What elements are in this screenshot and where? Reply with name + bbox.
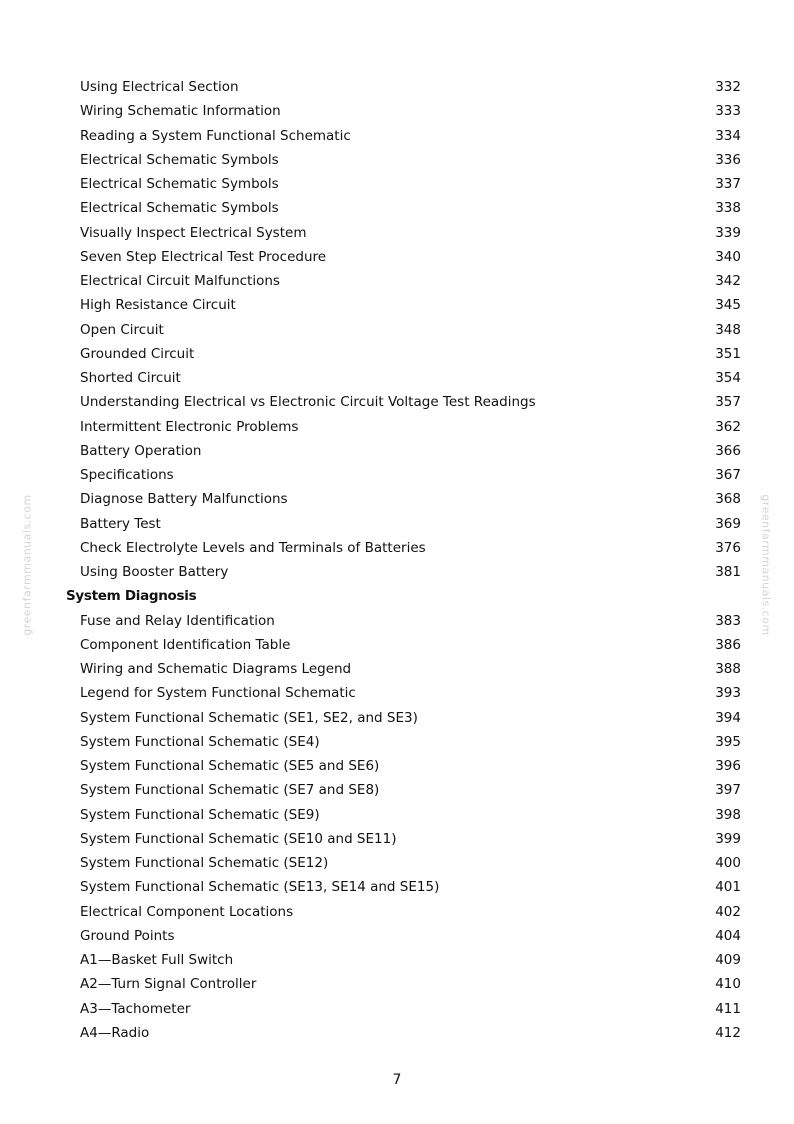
- toc-entry[interactable]: [0, 875, 794, 899]
- entry-title: A4—Radio: [80, 1024, 150, 1041]
- entry-page-number: 332: [715, 79, 741, 95]
- toc-entry[interactable]: [0, 221, 794, 245]
- table-of-contents: [0, 75, 794, 1045]
- toc-entry[interactable]: [0, 148, 794, 172]
- entry-page-number: 376: [715, 539, 741, 556]
- entry-title: Fuse and Relay Identification: [80, 612, 275, 629]
- entry-page-number: 396: [715, 758, 741, 774]
- watermark-left: greenfarmmanuals.com: [20, 494, 34, 636]
- toc-entry[interactable]: [0, 366, 794, 390]
- entry-title: System Functional Schematic (SE9): [80, 806, 320, 823]
- toc-entry[interactable]: [0, 512, 794, 536]
- entry-title: High Resistance Circuit: [80, 297, 236, 314]
- entry-page-number: 410: [715, 976, 741, 993]
- toc-entry[interactable]: [0, 730, 794, 754]
- entry-title: Specifications: [80, 467, 174, 483]
- toc-entry[interactable]: [0, 390, 794, 414]
- entry-title: Intermittent Electronic Problems: [80, 418, 299, 435]
- entry-title: Open Circuit: [80, 321, 164, 338]
- entry-page-number: 399: [715, 830, 741, 847]
- toc-entry[interactable]: [0, 293, 794, 317]
- entry-title: Legend for System Functional Schematic: [80, 685, 356, 702]
- entry-page-number: 362: [715, 418, 741, 435]
- entry-page-number: 394: [715, 709, 741, 726]
- toc-entry[interactable]: [0, 633, 794, 657]
- toc-entry[interactable]: [0, 439, 794, 463]
- entry-title: System Functional Schematic (SE4): [80, 733, 320, 750]
- entry-page-number: 393: [715, 685, 741, 702]
- entry-title: Shorted Circuit: [80, 370, 181, 386]
- entry-page-number: 369: [715, 515, 741, 532]
- entry-page-number: 351: [715, 345, 741, 362]
- entry-page-number: 333: [715, 103, 741, 120]
- page-number: 7: [392, 1072, 402, 1088]
- toc-entry[interactable]: [0, 75, 794, 99]
- toc-entry[interactable]: [0, 196, 794, 220]
- entry-page-number: 400: [715, 855, 741, 871]
- toc-entry[interactable]: [0, 269, 794, 293]
- entry-page-number: 395: [715, 733, 741, 750]
- entry-title: Check Electrolyte Levels and Terminals of Batteries: [80, 539, 426, 556]
- entry-page-number: 402: [715, 903, 741, 920]
- toc-entry[interactable]: [0, 463, 794, 487]
- entry-title: Understanding Electrical vs Electronic Circuit Voltage Test Readings: [80, 394, 536, 411]
- toc-entry[interactable]: [0, 754, 794, 778]
- entry-title: Using Electrical Section: [80, 79, 239, 95]
- watermark-right: greenfarmmanuals.com: [759, 494, 773, 636]
- entry-page-number: 398: [715, 806, 741, 823]
- entry-page-number: 388: [715, 661, 741, 677]
- toc-entry[interactable]: [0, 609, 794, 633]
- entry-title: Electrical Schematic Symbols: [80, 176, 279, 192]
- toc-entry[interactable]: [0, 99, 794, 123]
- entry-title: Wiring Schematic Information: [80, 103, 281, 120]
- entry-title: Ground Points: [80, 927, 175, 944]
- toc-entry[interactable]: [0, 657, 794, 681]
- entry-title: Battery Test: [80, 515, 161, 532]
- entry-title: Reading a System Functional Schematic: [80, 127, 351, 144]
- toc-entry[interactable]: [0, 342, 794, 366]
- section-title: System Diagnosis: [66, 588, 197, 605]
- entry-title: Electrical Schematic Symbols: [80, 151, 279, 168]
- toc-entry[interactable]: [0, 924, 794, 948]
- toc-entry[interactable]: [0, 124, 794, 148]
- entry-page-number: 411: [715, 1000, 741, 1017]
- toc-entry[interactable]: [0, 706, 794, 730]
- entry-title: Seven Step Electrical Test Procedure: [80, 248, 327, 265]
- toc-entry[interactable]: [0, 997, 794, 1021]
- entry-page-number: 338: [715, 200, 741, 217]
- entry-title: System Functional Schematic (SE7 and SE8): [80, 782, 380, 799]
- toc-entry[interactable]: [0, 172, 794, 196]
- toc-entry[interactable]: [0, 972, 794, 996]
- entry-title: Component Identification Table: [80, 636, 291, 653]
- toc-entry[interactable]: [0, 948, 794, 972]
- entry-page-number: 397: [715, 782, 741, 799]
- entry-page-number: 345: [715, 297, 741, 314]
- toc-entry[interactable]: [0, 1021, 794, 1045]
- entry-page-number: 404: [715, 927, 741, 944]
- entry-page-number: 339: [715, 224, 741, 241]
- entry-page-number: 334: [715, 127, 741, 144]
- entry-title: Electrical Component Locations: [80, 903, 294, 920]
- toc-entry[interactable]: [0, 487, 794, 511]
- toc-entry[interactable]: [0, 900, 794, 924]
- toc-entry[interactable]: [0, 318, 794, 342]
- entry-page-number: 368: [715, 491, 741, 508]
- entry-title: Using Booster Battery: [80, 564, 229, 580]
- toc-entry[interactable]: [0, 851, 794, 875]
- entry-page-number: 337: [715, 176, 741, 192]
- toc-entry[interactable]: [0, 415, 794, 439]
- entry-title: Visually Inspect Electrical System: [80, 224, 307, 241]
- entry-page-number: 381: [715, 564, 741, 580]
- entry-page-number: 357: [715, 394, 741, 411]
- entry-page-number: 340: [715, 248, 741, 265]
- toc-section-heading: [0, 584, 794, 608]
- entry-title: Diagnose Battery Malfunctions: [80, 491, 288, 508]
- entry-title: System Functional Schematic (SE5 and SE6): [80, 758, 380, 774]
- entry-title: Electrical Schematic Symbols: [80, 200, 279, 217]
- entry-page-number: 412: [715, 1024, 741, 1041]
- toc-entry[interactable]: [0, 827, 794, 851]
- entry-title: A2—Turn Signal Controller: [80, 976, 257, 993]
- entry-page-number: 367: [715, 467, 741, 483]
- entry-title: System Functional Schematic (SE1, SE2, and SE3): [80, 709, 418, 726]
- toc-entry[interactable]: [0, 778, 794, 802]
- entry-page-number: 386: [715, 636, 741, 653]
- entry-title: A3—Tachometer: [80, 1000, 191, 1017]
- entry-page-number: 354: [715, 370, 741, 386]
- entry-page-number: 409: [715, 952, 741, 968]
- entry-page-number: 348: [715, 321, 741, 338]
- entry-title: A1—Basket Full Switch: [80, 952, 234, 968]
- entry-page-number: 383: [715, 612, 741, 629]
- entry-title: System Functional Schematic (SE10 and SE11): [80, 830, 397, 847]
- toc-entry[interactable]: [0, 560, 794, 584]
- toc-entry[interactable]: [0, 681, 794, 705]
- entry-page-number: 366: [715, 442, 741, 459]
- entry-page-number: 342: [715, 273, 741, 289]
- entry-page-number: 401: [715, 879, 741, 896]
- toc-entry[interactable]: [0, 536, 794, 560]
- entry-title: Electrical Circuit Malfunctions: [80, 273, 280, 289]
- entry-title: System Functional Schematic (SE12): [80, 855, 329, 871]
- toc-entry[interactable]: [0, 245, 794, 269]
- toc-entry[interactable]: [0, 803, 794, 827]
- entry-title: System Functional Schematic (SE13, SE14 and SE15): [80, 879, 440, 896]
- entry-title: Wiring and Schematic Diagrams Legend: [80, 661, 352, 677]
- entry-page-number: 336: [715, 151, 741, 168]
- entry-title: Grounded Circuit: [80, 345, 195, 362]
- entry-title: Battery Operation: [80, 442, 202, 459]
